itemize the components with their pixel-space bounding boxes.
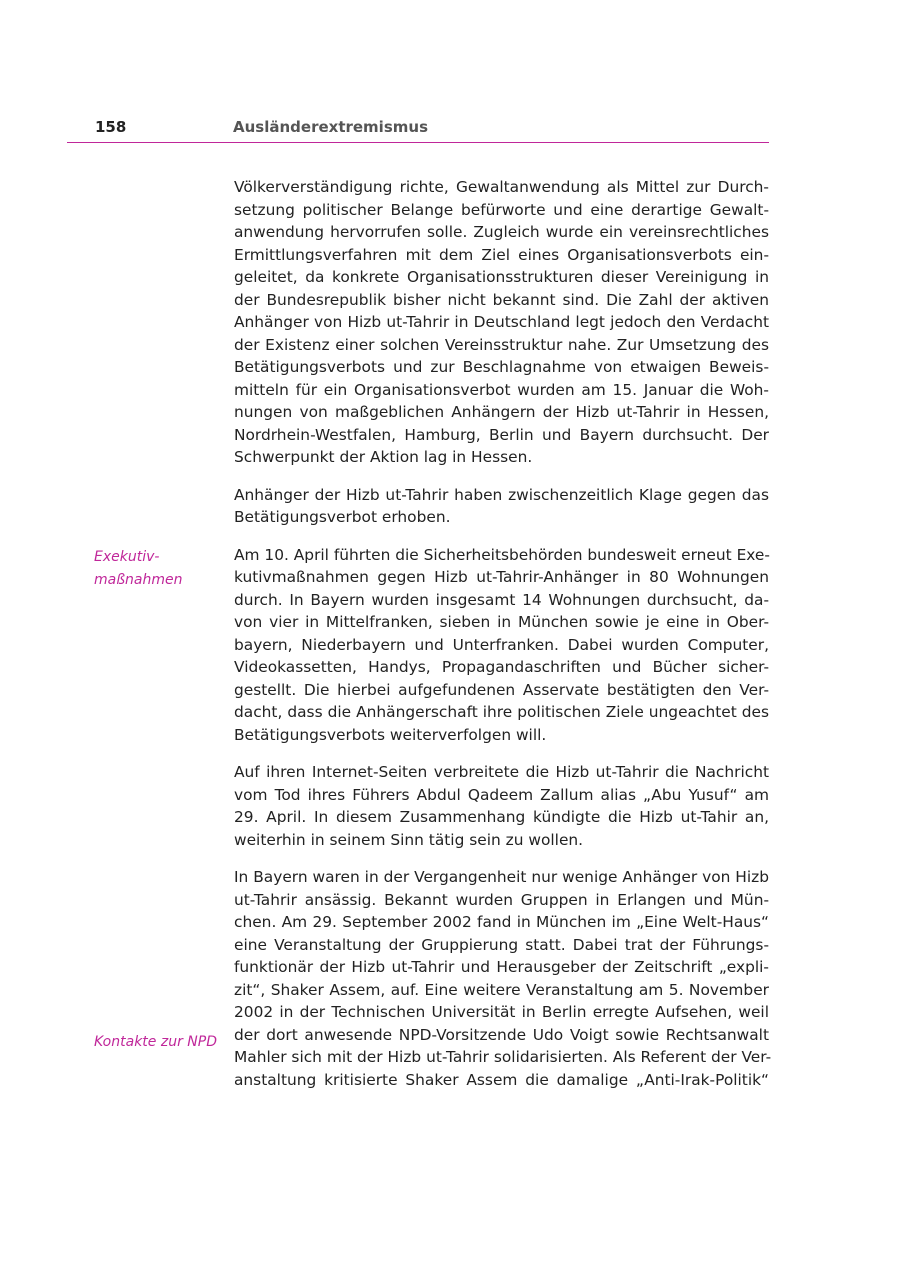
text-line: ut-Tahrir ansässig. Bekannt wurden Gruppen in Erlangen und Mün- [234, 890, 769, 909]
text-line: der Bundesrepublik bisher nicht bekannt sind. Die Zahl der aktiven [234, 290, 769, 309]
text-line: vom Tod ihres Führers Abdul Qadeem Zallum alias „Abu Yusuf“ am [234, 785, 769, 804]
text-line: Mahler sich mit der Hizb ut-Tahrir solidarisierten. Als Referent der Ver- [234, 1048, 772, 1066]
margin-note-line: Exekutiv- [94, 549, 160, 565]
margin-note-kontakte-npd [94, 1031, 224, 1054]
text-line: Anhänger von Hizb ut-Tahrir in Deutschland legt jedoch den Verdacht [234, 313, 769, 331]
page-number: 158 [95, 118, 127, 136]
text-line: gestellt. Die hierbei aufgefundenen Asservate bestätigten den Ver- [234, 680, 769, 699]
text-line: 2002 in der Technischen Universität in Berlin erregte Aufsehen, weil [234, 1003, 769, 1021]
text-line: Nordrhein-Westfalen, Hamburg, Berlin und Bayern durchsucht. Der [234, 425, 769, 444]
text-line: Betätigungsverbots und zur Beschlagnahme von etwaigen Beweis- [234, 358, 769, 376]
text-line: weiterhin in seinem Sinn tätig sein zu wollen. [234, 830, 584, 849]
text-line: nungen von maßgeblichen Anhängern der Hizb ut-Tahrir in Hessen, [234, 403, 769, 421]
running-title: Ausländerextremismus [233, 118, 428, 136]
text-line: Anhänger der Hizb ut-Tahrir haben zwischenzeitlich Klage gegen das [234, 485, 769, 504]
paragraph [234, 176, 769, 469]
text-line: funktionär der Hizb ut-Tahrir und Herausgeber der Zeitschrift „expli- [234, 958, 769, 976]
text-line: der dort anwesende NPD-Vorsitzende Udo Voigt sowie Rechtsanwalt [234, 1025, 769, 1044]
text-line: von vier in Mittelfranken, sieben in München sowie je eine in Ober- [234, 613, 769, 631]
text-line: Betätigungsverbot erhoben. [234, 508, 451, 526]
body-text [234, 176, 772, 1106]
text-line: Auf ihren Internet-Seiten verbreitete die Hizb ut-Tahrir die Nachricht [234, 763, 769, 781]
text-line: chen. Am 29. September 2002 fand in München im „Eine Welt-Haus“ [234, 913, 769, 931]
text-line: Ermittlungsverfahren mit dem Ziel eines Organisationsverbots ein- [234, 245, 769, 264]
text-line: Videokassetten, Handys, Propagandaschriften und Bücher sicher- [234, 658, 769, 676]
text-line: 29. April. In diesem Zusammenhang kündigte die Hizb ut-Tahir an, [234, 808, 769, 826]
text-line: zit“, Shaker Assem, auf. Eine weitere Veranstaltung am 5. November [234, 980, 769, 999]
margin-note-line: Kontakte zur NPD [94, 1034, 217, 1050]
text-line: Schwerpunkt der Aktion lag in Hessen. [234, 448, 533, 466]
text-line: anwendung hervorrufen solle. Zugleich wurde ein vereinsrechtliches [234, 223, 769, 241]
margin-note-line: maßnahmen [94, 571, 183, 588]
text-line: setzung politischer Belange befürworte und eine derartige Gewalt- [234, 200, 769, 219]
text-line: Am 10. April führten die Sicherheitsbehörden bundesweit erneut Exe- [234, 545, 770, 564]
paragraph [234, 761, 769, 851]
paragraph [234, 866, 772, 1091]
paragraph [234, 484, 769, 529]
text-line: kutivmaßnahmen gegen Hizb ut-Tahrir-Anhänger in 80 Wohnungen [234, 568, 769, 586]
text-line: der Existenz einer solchen Vereinsstruktur nahe. Zur Umsetzung des [234, 335, 769, 354]
paragraph [234, 544, 769, 747]
text-line: durch. In Bayern wurden insgesamt 14 Wohnungen durchsucht, da- [234, 590, 769, 609]
margin-note-exekutivmassnahmen [94, 546, 224, 591]
text-line: anstaltung kritisierte Shaker Assem die damalige „Anti-Irak-Politik“ [234, 1070, 769, 1089]
page-header [67, 116, 769, 143]
text-line: bayern, Niederbayern und Unterfranken. Dabei wurden Computer, [234, 635, 769, 654]
text-line: In Bayern waren in der Vergangenheit nur wenige Anhänger von Hizb [234, 868, 769, 886]
text-line: eine Veranstaltung der Gruppierung statt. Dabei trat der Führungs- [234, 935, 769, 954]
text-line: mitteln für ein Organisationsverbot wurden am 15. Januar die Woh- [234, 380, 769, 399]
text-line: geleitet, da konkrete Organisationsstrukturen dieser Vereinigung in [234, 268, 769, 286]
text-line: Völkerverständigung richte, Gewaltanwendung als Mittel zur Durch- [234, 178, 769, 196]
text-line: dacht, dass die Anhängerschaft ihre politischen Ziele ungeachtet des [234, 703, 769, 721]
text-line: Betätigungsverbots weiterverfolgen will. [234, 725, 547, 744]
